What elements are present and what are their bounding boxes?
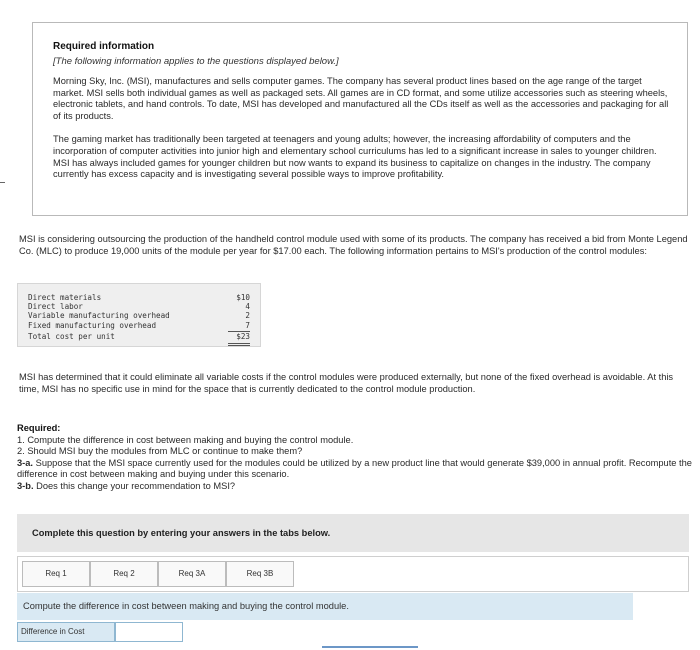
msi-note: MSI has determined that it could eliminate all variable costs if the control modules were produced externally, but none of the fixed overhead is avoidable. At this time, MSI has no specific use in mind for the space that is currently dedicated to the control module production.	[19, 372, 674, 394]
cost-row-total	[28, 332, 250, 342]
info-paragraph-1: Morning Sky, Inc. (MSI), manufactures and sells computer games. The company has several product lines based on the age range of the target market. MSI sells both individual games as well as packaged sets. All games are in CD format, and some utilize accessories such as steering wheels, electronic tablets, and hand controls. To date, MSI has developed and manufactured all the CDs itself as well as the accessories and packaging for all of its products.	[53, 76, 669, 121]
required-item-2: 2. Should MSI buy the modules from MLC or continue to make them?	[17, 446, 303, 457]
total-double-rule	[228, 343, 250, 344]
required-item-3a	[17, 458, 693, 481]
compute-prompt: Compute the difference in cost between making and buying the control module.	[17, 593, 633, 620]
tab-req-2[interactable]: Req 2	[90, 561, 158, 587]
total-double-rule	[228, 345, 250, 346]
cost-label: Variable manufacturing overhead	[28, 311, 170, 320]
required-item-3a-text: Suppose that the MSI space currently used for the modules could be utilized by a new product line that would generate $39,000 in annual profit. Recompute the difference in cost between making and buying under this scenario.	[17, 457, 692, 480]
cost-label: Direct labor	[28, 302, 83, 311]
required-item-3b-number: 3-b.	[17, 480, 34, 491]
required-item-1: 1. Compute the difference in cost between making and buying the control module.	[17, 434, 354, 445]
tab-req-3a[interactable]: Req 3A	[158, 561, 226, 587]
scroll-indicator	[322, 646, 418, 648]
cost-amount: $23	[236, 332, 250, 341]
req-tab-bar	[17, 556, 689, 592]
cost-label: Direct materials	[28, 293, 102, 302]
required-item-3a-number: 3-a.	[17, 457, 34, 468]
cost-amount: $10	[236, 293, 250, 302]
cost-table	[17, 283, 261, 347]
cost-amount: 7	[245, 321, 250, 330]
required-item-3b-text: Does this change your recommendation to MSI?	[33, 480, 236, 491]
instructions-banner: Complete this question by entering your answers in the tabs below.	[17, 514, 689, 552]
tab-req-1[interactable]: Req 1	[22, 561, 90, 587]
cost-label: Total cost per unit	[28, 332, 115, 341]
required-item-3b	[17, 481, 693, 493]
required-heading: Required:	[17, 423, 61, 433]
difference-in-cost-input[interactable]	[115, 622, 183, 642]
difference-in-cost-label: Difference in Cost	[17, 622, 115, 642]
left-edge-tick	[0, 182, 5, 183]
info-title: Required information	[53, 41, 155, 52]
cost-label: Fixed manufacturing overhead	[28, 321, 157, 330]
info-paragraph-2: The gaming market has traditionally been targeted at teenagers and young adults; however, the increasing affordability of computers and the incorporation of computer activities into junior high and elementary school curriculums has led to a significant increase in sales to younger children. MSI has always included games for younger children but now wants to expand its business to capitalize on changes in the industry. The company currently has excess capacity and is investigating several possible ways to improve profitability.	[53, 134, 657, 180]
scenario-text: MSI is considering outsourcing the production of the handheld control module used with some of its products. The company has received a bid from Monte Legend Co. (MLC) to produce 19,000 units of the module per year for $17.00 each. The following information pertains to MSI's production of the control modules:	[19, 234, 688, 256]
cost-amount: 2	[245, 311, 250, 320]
cost-amount: 4	[245, 302, 250, 311]
required-information-box	[32, 22, 688, 216]
left-edge	[0, 0, 6, 650]
cost-row-variable-overhead	[28, 311, 250, 321]
required-section	[17, 423, 693, 493]
cost-row-fixed-overhead	[28, 321, 250, 331]
tab-req-3b[interactable]: Req 3B	[226, 561, 294, 587]
info-subtitle: [The following information applies to the questions displayed below.]	[53, 56, 339, 67]
